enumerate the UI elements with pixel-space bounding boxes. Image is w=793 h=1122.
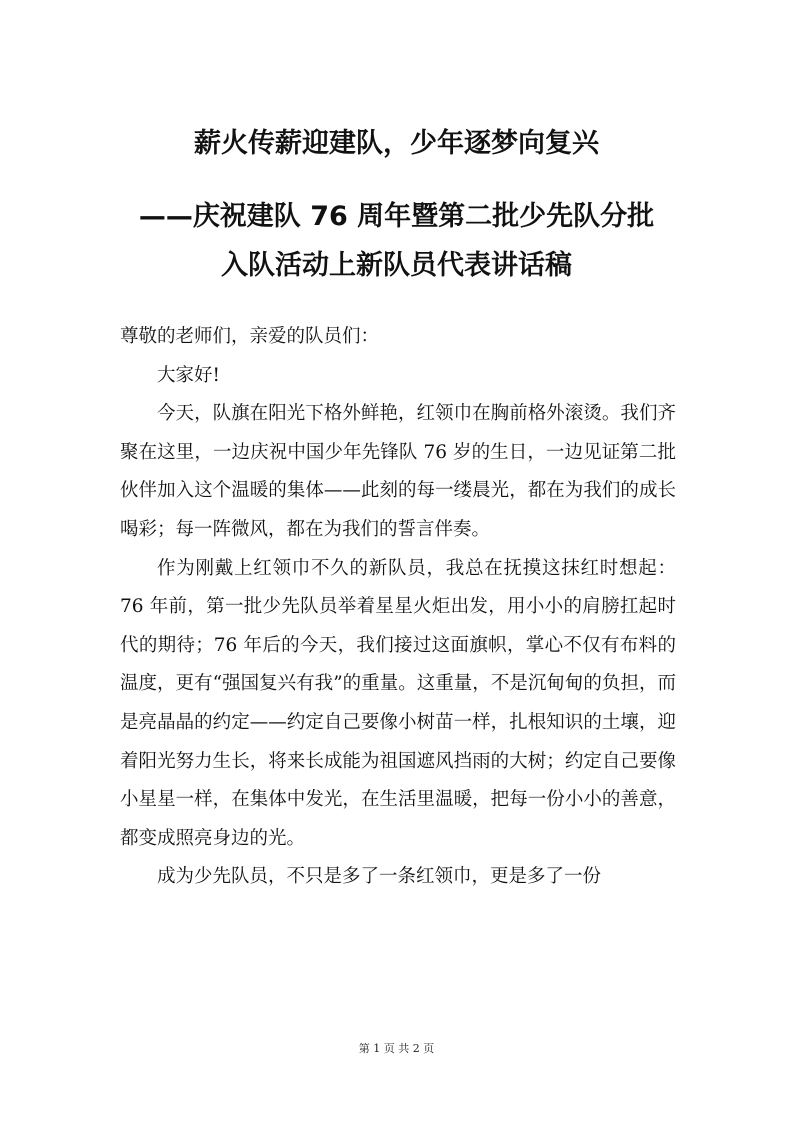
document-subtitle-line-1: ——庆祝建队 76 周年暨第二批少先队分批 [138,201,655,232]
document-title: 薪火传薪迎建队，少年逐梦向复兴 [194,128,599,159]
speech-body [120,318,676,897]
paragraph-2: 作为刚戴上红领巾不久的新队员，我总在抚摸这抹红时想起：76 年前，第一批少先队员举着星星火炬出发，用小小的肩膀扛起时代的期待；76 年后的今天，我们接过这面旗帜，掌心不仅有布料的温度，更有“强国复兴有我”的重量。这重量，不是沉甸甸的负担，而是亮晶晶的约定——约定自己要像小树苗一样，扎根知识的土壤，迎着阳光努力生长，将来长成能为祖国遮风挡雨的大树；约定自己要像小星星一样，在集体中发光，在生活里温暖，把每一份小小的善意，都变成照亮身边的光。 [120,557,676,849]
document-subtitle-line-2: 入队活动上新队员代表讲话稿 [221,250,572,281]
greeting: 大家好! [157,364,220,386]
paragraph-1: 今天，队旗在阳光下格外鲜艳，红领巾在胸前格外滚烫。我们齐聚在这里，一边庆祝中国少年先锋队 76 岁的生日，一边见证第二批伙伴加入这个温暖的集体——此刻的每一缕晨光，都在为我们的成长喝彩；每一阵微风，都在为我们的誓言伴奏。 [120,403,676,540]
salutation: 尊敬的老师们，亲爱的队员们： [120,326,380,347]
page-number: 第 1 页 共 2 页 [358,1042,435,1055]
paragraph-3: 成为少先队员，不只是多了一条红领巾，更是多了一份 [157,866,602,888]
page-footer [0,1041,793,1057]
